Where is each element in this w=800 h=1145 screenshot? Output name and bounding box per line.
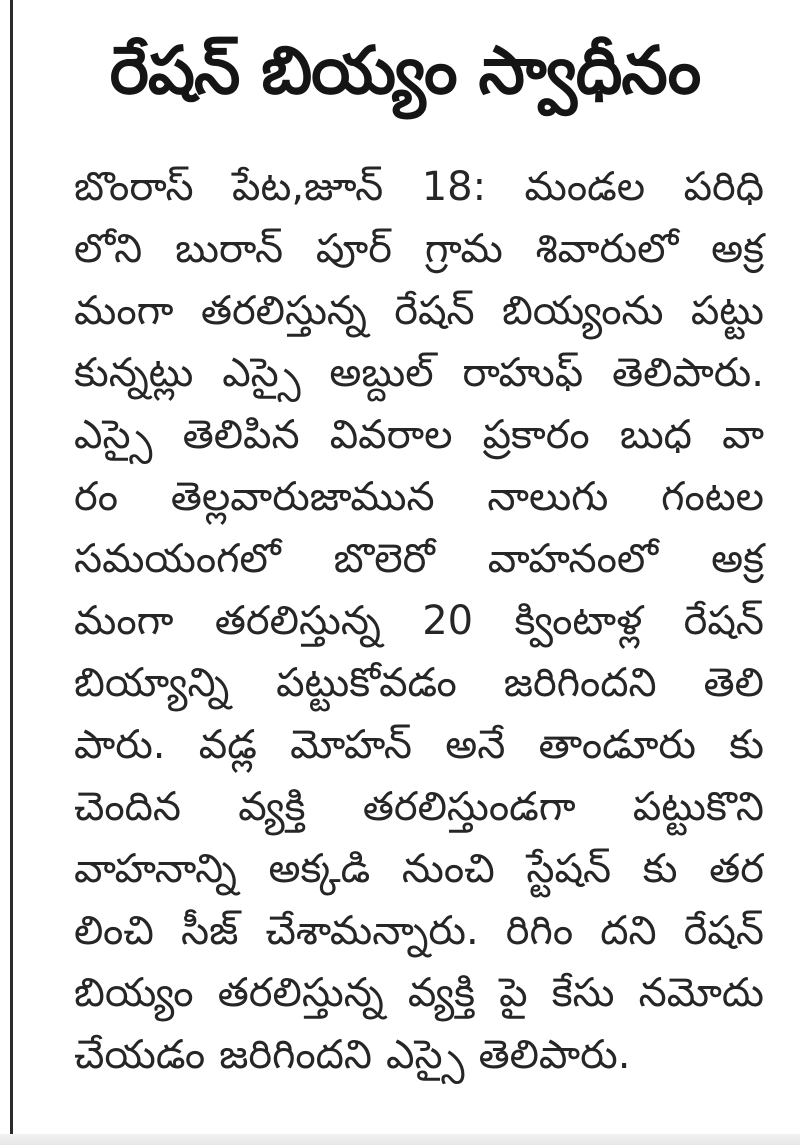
article-line (74, 156, 764, 218)
word: సీజ్ (181, 908, 239, 954)
word: రాహుఫ్ (462, 350, 584, 396)
word: వివరాల (329, 412, 453, 458)
word: ఎస్సై (74, 412, 153, 458)
word: తరలిస్తున్న (217, 970, 384, 1016)
article-line (74, 776, 764, 838)
word: బొలెరో (333, 536, 435, 582)
word: రేషన్ (683, 598, 764, 644)
article-line (74, 404, 764, 466)
word: జరిగిందని (219, 1032, 373, 1078)
word: తెలి (703, 660, 764, 706)
word: వ్యక్తి (407, 970, 476, 1016)
word: పూర్ (315, 226, 392, 272)
article-line (74, 1024, 764, 1086)
article-line (74, 900, 764, 962)
word: మంగా (74, 598, 174, 644)
word: అబ్దుల్ (329, 350, 434, 396)
page-edge (0, 1134, 800, 1145)
word: లించి (74, 908, 154, 954)
word: బియ్యం (74, 970, 194, 1016)
word: గంటల (661, 474, 764, 520)
article-line (74, 466, 764, 528)
word: రేషన్ (683, 908, 764, 954)
word: చేయడం (74, 1032, 206, 1078)
word: బొంరాస్ (74, 164, 194, 210)
article-line (74, 714, 764, 776)
word: కేసు (551, 970, 615, 1016)
word: బుధ (619, 412, 692, 458)
word: బియ్యంను (501, 288, 664, 334)
word: అక్ర (711, 226, 764, 272)
word: చేశామన్నారు. (265, 908, 479, 954)
word: పరిధి (683, 164, 764, 210)
word: బురాన్ (175, 226, 284, 272)
word: తాండూరు (538, 722, 696, 768)
word: తెలిపారు. (478, 1032, 631, 1078)
word: లోని (74, 226, 143, 272)
word: మంగా (74, 288, 174, 334)
word: అక్ర (711, 536, 764, 582)
word: నమోదు (638, 970, 764, 1016)
word: తరలిస్తుండగా (362, 784, 576, 830)
article-line (74, 528, 764, 590)
article-line (74, 280, 764, 342)
word: వాహనాన్ని (74, 846, 237, 892)
column-rule (10, 0, 13, 1145)
article-line (74, 342, 764, 404)
word: మండల (524, 164, 646, 210)
word: అక్కడి (268, 846, 371, 892)
word: దని (600, 908, 657, 954)
word: నాలుగు (487, 474, 609, 520)
word: తెలిపారు. (612, 350, 764, 396)
word: వడ్ల (198, 722, 257, 768)
word: వా (722, 412, 764, 458)
word: శివారులో (535, 226, 679, 272)
word: కు (729, 722, 764, 768)
word: పై (499, 970, 528, 1016)
word: రేషన్ (394, 288, 475, 334)
word: రిగిం (505, 908, 574, 954)
word: పేట,జూన్ (232, 164, 384, 210)
word: అనే (445, 722, 506, 768)
word: రం (74, 474, 118, 520)
word: జరిగిందని (503, 660, 657, 706)
word: ఎస్సై (222, 350, 301, 396)
word: వ్యక్తి (238, 784, 306, 830)
word: కున్నట్లు (74, 350, 194, 396)
word: పారు. (74, 722, 166, 768)
word: స్టేషన్ (526, 846, 612, 892)
word: 20 (422, 598, 474, 644)
word: పట్టు (690, 288, 764, 334)
word: చెందిన (74, 784, 181, 830)
word: క్వింటాళ్ల (514, 598, 643, 644)
article-line (74, 962, 764, 1024)
word: మోహన్ (290, 722, 412, 768)
word: నుంచి (401, 846, 495, 892)
word: తరలిస్తున్న (214, 598, 381, 644)
word: ప్రకారం (482, 412, 590, 458)
word: పట్టుకోవడం (276, 660, 457, 706)
article-line (74, 652, 764, 714)
word: సమయంగలో (74, 536, 281, 582)
word: వాహనంలో (487, 536, 659, 582)
word: 18: (421, 164, 487, 210)
word: తెల్లవారుజామున (170, 474, 435, 520)
word: కు (642, 846, 678, 892)
article-line (74, 218, 764, 280)
article-line (74, 838, 764, 900)
word: గ్రామ (424, 226, 503, 272)
word: తరలిస్తున్న (200, 288, 367, 334)
word: పట్టుకొని (632, 784, 764, 830)
word: తెలిపిన (182, 412, 300, 458)
word: బియ్యాన్ని (74, 660, 230, 706)
word: ఎస్సై (386, 1032, 465, 1078)
article-line (74, 590, 764, 652)
word: తర (709, 846, 764, 892)
headline: రేషన్ బియ్యం స్వాధీనం (109, 32, 701, 109)
article-body (74, 156, 764, 1086)
